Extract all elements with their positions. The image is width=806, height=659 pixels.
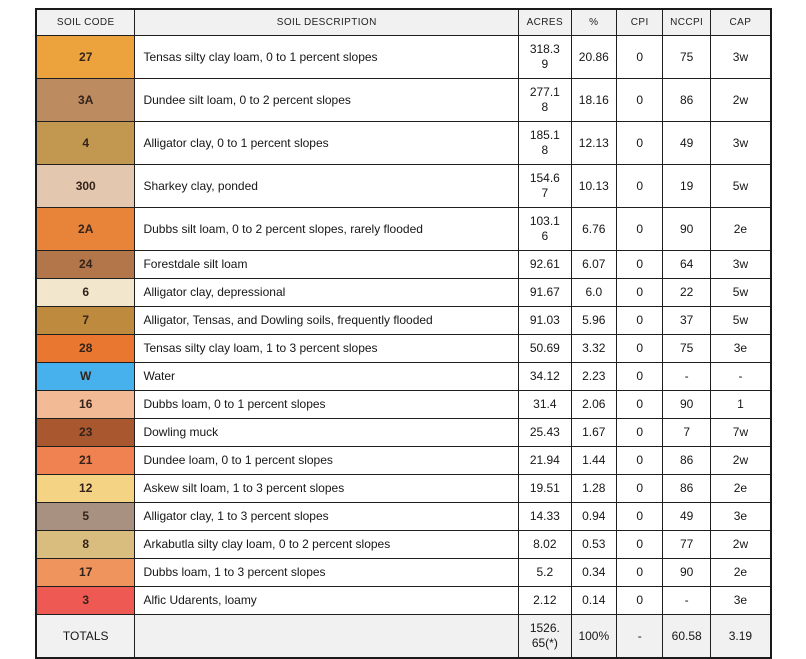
cpi-cell: 0	[617, 251, 663, 279]
cap-cell: 2w	[710, 79, 771, 122]
cap-cell: 3w	[710, 251, 771, 279]
acres-cell	[519, 419, 572, 447]
cap-cell: 3e	[710, 503, 771, 531]
acres-value: 8.02	[533, 537, 557, 551]
soil-description-cell: Alligator, Tensas, and Dowling soils, frequently flooded	[135, 307, 519, 335]
totals-description	[135, 615, 519, 659]
cpi-cell: 0	[617, 559, 663, 587]
cap-cell: 3e	[710, 587, 771, 615]
soil-description-cell: Dundee silt loam, 0 to 2 percent slopes	[135, 79, 519, 122]
percent-cell: 1.28	[571, 475, 616, 503]
soil-description-cell: Sharkey clay, ponded	[135, 165, 519, 208]
percent-cell: 3.32	[571, 335, 616, 363]
nccpi-cell: 64	[663, 251, 710, 279]
acres-cell	[519, 363, 572, 391]
soil-description-cell: Dundee loam, 0 to 1 percent slopes	[135, 447, 519, 475]
nccpi-cell: 7	[663, 419, 710, 447]
soil-description-cell: Dubbs loam, 1 to 3 percent slopes	[135, 559, 519, 587]
acres-cell	[519, 391, 572, 419]
totals-acres: 1526.65(*)	[529, 621, 560, 650]
soil-description-cell: Forestdale silt loam	[135, 251, 519, 279]
cap-cell: 3w	[710, 122, 771, 165]
cap-cell: 2w	[710, 447, 771, 475]
cap-cell: 5w	[710, 165, 771, 208]
col-header-soil-description: SOIL DESCRIPTION	[135, 9, 519, 36]
cpi-cell: 0	[617, 503, 663, 531]
percent-cell: 10.13	[571, 165, 616, 208]
nccpi-cell: 86	[663, 79, 710, 122]
table-row	[36, 165, 771, 208]
acres-cell	[519, 503, 572, 531]
totals-row	[36, 615, 771, 659]
soil-summary-table	[35, 8, 772, 659]
soil-code-cell: 27	[36, 36, 135, 79]
table-row	[36, 391, 771, 419]
table-row	[36, 36, 771, 79]
cpi-cell: 0	[617, 165, 663, 208]
table-header-row	[36, 9, 771, 36]
acres-cell	[519, 122, 572, 165]
nccpi-cell: 22	[663, 279, 710, 307]
soil-code-cell: 2A	[36, 208, 135, 251]
soil-code-cell: 300	[36, 165, 135, 208]
acres-value: 25.43	[529, 425, 560, 439]
cpi-cell: 0	[617, 122, 663, 165]
cpi-cell: 0	[617, 531, 663, 559]
col-header-soil-code: SOIL CODE	[36, 9, 135, 36]
cap-cell: 7w	[710, 419, 771, 447]
cap-cell: 3e	[710, 335, 771, 363]
cap-cell: 2e	[710, 475, 771, 503]
table-row	[36, 307, 771, 335]
percent-cell: 0.14	[571, 587, 616, 615]
soil-code-cell: W	[36, 363, 135, 391]
table-row	[36, 587, 771, 615]
acres-cell	[519, 559, 572, 587]
percent-cell: 5.96	[571, 307, 616, 335]
acres-value: 34.12	[529, 369, 560, 383]
cpi-cell: 0	[617, 587, 663, 615]
nccpi-cell: -	[663, 363, 710, 391]
acres-value: 318.39	[529, 42, 560, 71]
nccpi-cell: 90	[663, 391, 710, 419]
table-row	[36, 531, 771, 559]
cpi-cell: 0	[617, 36, 663, 79]
soil-description-cell: Dubbs silt loam, 0 to 2 percent slopes, rarely flooded	[135, 208, 519, 251]
nccpi-cell: 86	[663, 447, 710, 475]
col-header-cap: CAP	[710, 9, 771, 36]
table-row	[36, 503, 771, 531]
soil-code-cell: 5	[36, 503, 135, 531]
soil-description-cell: Water	[135, 363, 519, 391]
acres-cell	[519, 587, 572, 615]
percent-cell: 1.67	[571, 419, 616, 447]
soil-code-cell: 23	[36, 419, 135, 447]
totals-cap: 3.19	[710, 615, 771, 659]
cpi-cell: 0	[617, 363, 663, 391]
percent-cell: 0.94	[571, 503, 616, 531]
cap-cell: 5w	[710, 279, 771, 307]
acres-cell	[519, 208, 572, 251]
table-row	[36, 447, 771, 475]
acres-cell	[519, 79, 572, 122]
soil-description-cell: Alligator clay, 1 to 3 percent slopes	[135, 503, 519, 531]
table-row	[36, 363, 771, 391]
soil-summary-table-container	[35, 8, 772, 659]
percent-cell: 0.34	[571, 559, 616, 587]
acres-value: 14.33	[529, 509, 560, 523]
table-row	[36, 279, 771, 307]
col-header-acres: ACRES	[519, 9, 572, 36]
soil-description-cell: Askew silt loam, 1 to 3 percent slopes	[135, 475, 519, 503]
acres-value: 185.18	[529, 128, 560, 157]
soil-description-cell: Dubbs loam, 0 to 1 percent slopes	[135, 391, 519, 419]
acres-value: 19.51	[529, 481, 560, 495]
acres-value: 154.67	[529, 171, 560, 200]
soil-code-cell: 24	[36, 251, 135, 279]
percent-cell: 6.07	[571, 251, 616, 279]
acres-value: 92.61	[529, 257, 560, 271]
soil-code-cell: 4	[36, 122, 135, 165]
soil-code-cell: 12	[36, 475, 135, 503]
cpi-cell: 0	[617, 208, 663, 251]
soil-description-cell: Alligator clay, 0 to 1 percent slopes	[135, 122, 519, 165]
soil-code-cell: 7	[36, 307, 135, 335]
soil-description-cell: Alligator clay, depressional	[135, 279, 519, 307]
nccpi-cell: 49	[663, 503, 710, 531]
nccpi-cell: 90	[663, 559, 710, 587]
acres-cell	[519, 165, 572, 208]
table-row	[36, 122, 771, 165]
acres-cell	[519, 279, 572, 307]
soil-code-cell: 3A	[36, 79, 135, 122]
cap-cell: -	[710, 363, 771, 391]
soil-description-cell: Dowling muck	[135, 419, 519, 447]
acres-value: 2.12	[533, 593, 557, 607]
nccpi-cell: 19	[663, 165, 710, 208]
table-row	[36, 79, 771, 122]
nccpi-cell: 37	[663, 307, 710, 335]
acres-value: 91.03	[529, 313, 560, 327]
percent-cell: 18.16	[571, 79, 616, 122]
cpi-cell: 0	[617, 419, 663, 447]
table-row	[36, 251, 771, 279]
acres-value: 21.94	[529, 453, 560, 467]
col-header-percent: %	[571, 9, 616, 36]
acres-value: 50.69	[529, 341, 560, 355]
percent-cell: 2.06	[571, 391, 616, 419]
soil-code-cell: 21	[36, 447, 135, 475]
cpi-cell: 0	[617, 475, 663, 503]
cap-cell: 2e	[710, 559, 771, 587]
soil-description-cell: Tensas silty clay loam, 0 to 1 percent slopes	[135, 36, 519, 79]
cap-cell: 2w	[710, 531, 771, 559]
table-row	[36, 475, 771, 503]
percent-cell: 6.0	[571, 279, 616, 307]
percent-cell: 0.53	[571, 531, 616, 559]
table-row	[36, 419, 771, 447]
soil-description-cell: Arkabutla silty clay loam, 0 to 2 percent slopes	[135, 531, 519, 559]
cap-cell: 1	[710, 391, 771, 419]
acres-cell	[519, 251, 572, 279]
percent-cell: 12.13	[571, 122, 616, 165]
nccpi-cell: 49	[663, 122, 710, 165]
soil-code-cell: 3	[36, 587, 135, 615]
soil-code-cell: 17	[36, 559, 135, 587]
acres-value: 277.18	[529, 85, 560, 114]
acres-value: 31.4	[533, 397, 557, 411]
acres-cell	[519, 36, 572, 79]
percent-cell: 1.44	[571, 447, 616, 475]
cap-cell: 5w	[710, 307, 771, 335]
col-header-cpi: CPI	[617, 9, 663, 36]
acres-value: 103.16	[529, 214, 560, 243]
soil-code-cell: 6	[36, 279, 135, 307]
nccpi-cell: 75	[663, 335, 710, 363]
soil-description-cell: Tensas silty clay loam, 1 to 3 percent slopes	[135, 335, 519, 363]
table-row	[36, 335, 771, 363]
acres-cell	[519, 447, 572, 475]
soil-code-cell: 28	[36, 335, 135, 363]
percent-cell: 2.23	[571, 363, 616, 391]
cpi-cell: 0	[617, 335, 663, 363]
totals-cpi: -	[617, 615, 663, 659]
soil-code-cell: 16	[36, 391, 135, 419]
totals-percent: 100%	[571, 615, 616, 659]
soil-code-cell: 8	[36, 531, 135, 559]
totals-label: TOTALS	[36, 615, 135, 659]
totals-nccpi: 60.58	[663, 615, 710, 659]
acres-cell	[519, 335, 572, 363]
acres-cell	[519, 307, 572, 335]
nccpi-cell: 77	[663, 531, 710, 559]
nccpi-cell: 90	[663, 208, 710, 251]
cpi-cell: 0	[617, 447, 663, 475]
soil-description-cell: Alfic Udarents, loamy	[135, 587, 519, 615]
percent-cell: 20.86	[571, 36, 616, 79]
cap-cell: 3w	[710, 36, 771, 79]
cpi-cell: 0	[617, 391, 663, 419]
acres-cell	[519, 531, 572, 559]
nccpi-cell: 86	[663, 475, 710, 503]
percent-cell: 6.76	[571, 208, 616, 251]
table-row	[36, 559, 771, 587]
nccpi-cell: -	[663, 587, 710, 615]
cpi-cell: 0	[617, 307, 663, 335]
table-row	[36, 208, 771, 251]
cpi-cell: 0	[617, 279, 663, 307]
totals-acres-cell	[519, 615, 572, 659]
cpi-cell: 0	[617, 79, 663, 122]
acres-cell	[519, 475, 572, 503]
acres-value: 91.67	[529, 285, 560, 299]
nccpi-cell: 75	[663, 36, 710, 79]
cap-cell: 2e	[710, 208, 771, 251]
acres-value: 5.2	[536, 565, 554, 579]
col-header-nccpi: NCCPI	[663, 9, 710, 36]
